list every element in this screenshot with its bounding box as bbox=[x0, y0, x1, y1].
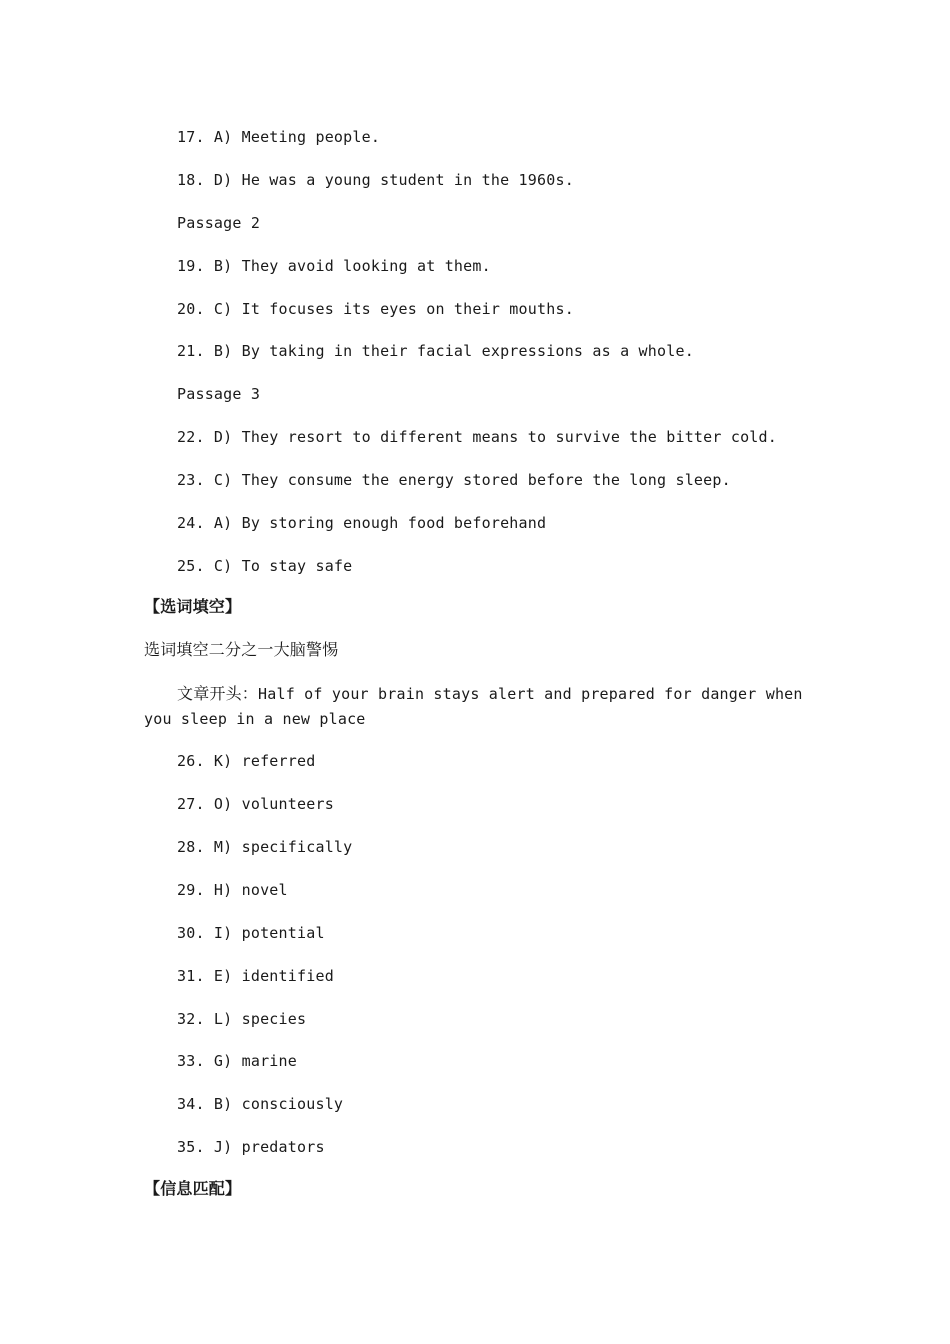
answer-19: 19. B) They avoid looking at them. bbox=[177, 257, 491, 275]
answer-23: 23. C) They consume the energy stored before the long sleep. bbox=[177, 471, 731, 489]
passage-2-label: Passage 2 bbox=[177, 214, 261, 232]
answer-24: 24. A) By storing enough food beforehand bbox=[177, 514, 547, 532]
article-opening-label: 文章开头： bbox=[177, 684, 259, 703]
answer-25: 25. C) To stay safe bbox=[177, 557, 353, 575]
answer-29: 29. H) novel bbox=[177, 881, 288, 899]
passage-3-label: Passage 3 bbox=[177, 385, 261, 403]
article-opening bbox=[144, 681, 804, 732]
answer-31: 31. E) identified bbox=[177, 967, 334, 985]
answer-34: 34. B) consciously bbox=[177, 1095, 344, 1113]
article-opening-text: Half of your brain stays alert and prepared for danger when you sleep in a new place bbox=[144, 685, 803, 728]
answer-26: 26. K) referred bbox=[177, 752, 316, 770]
answer-20: 20. C) It focuses its eyes on their mouths. bbox=[177, 300, 574, 318]
section-heading-cloze: 【选词填空】 bbox=[144, 597, 242, 616]
answer-21: 21. B) By taking in their facial expressions as a whole. bbox=[177, 342, 694, 360]
answer-32: 32. L) species bbox=[177, 1010, 307, 1028]
answer-28: 28. M) specifically bbox=[177, 838, 353, 856]
answer-27: 27. O) volunteers bbox=[177, 795, 334, 813]
answer-18: 18. D) He was a young student in the 1960s. bbox=[177, 171, 574, 189]
answer-35: 35. J) predators bbox=[177, 1138, 325, 1156]
section-heading-matching: 【信息匹配】 bbox=[144, 1179, 242, 1198]
answer-30: 30. I) potential bbox=[177, 924, 325, 942]
answer-17: 17. A) Meeting people. bbox=[177, 128, 381, 146]
answer-22: 22. D) They resort to different means to survive the bitter cold. bbox=[177, 428, 777, 446]
cloze-subtitle: 选词填空二分之一大脑警惕 bbox=[144, 640, 339, 659]
answer-33: 33. G) marine bbox=[177, 1052, 297, 1070]
